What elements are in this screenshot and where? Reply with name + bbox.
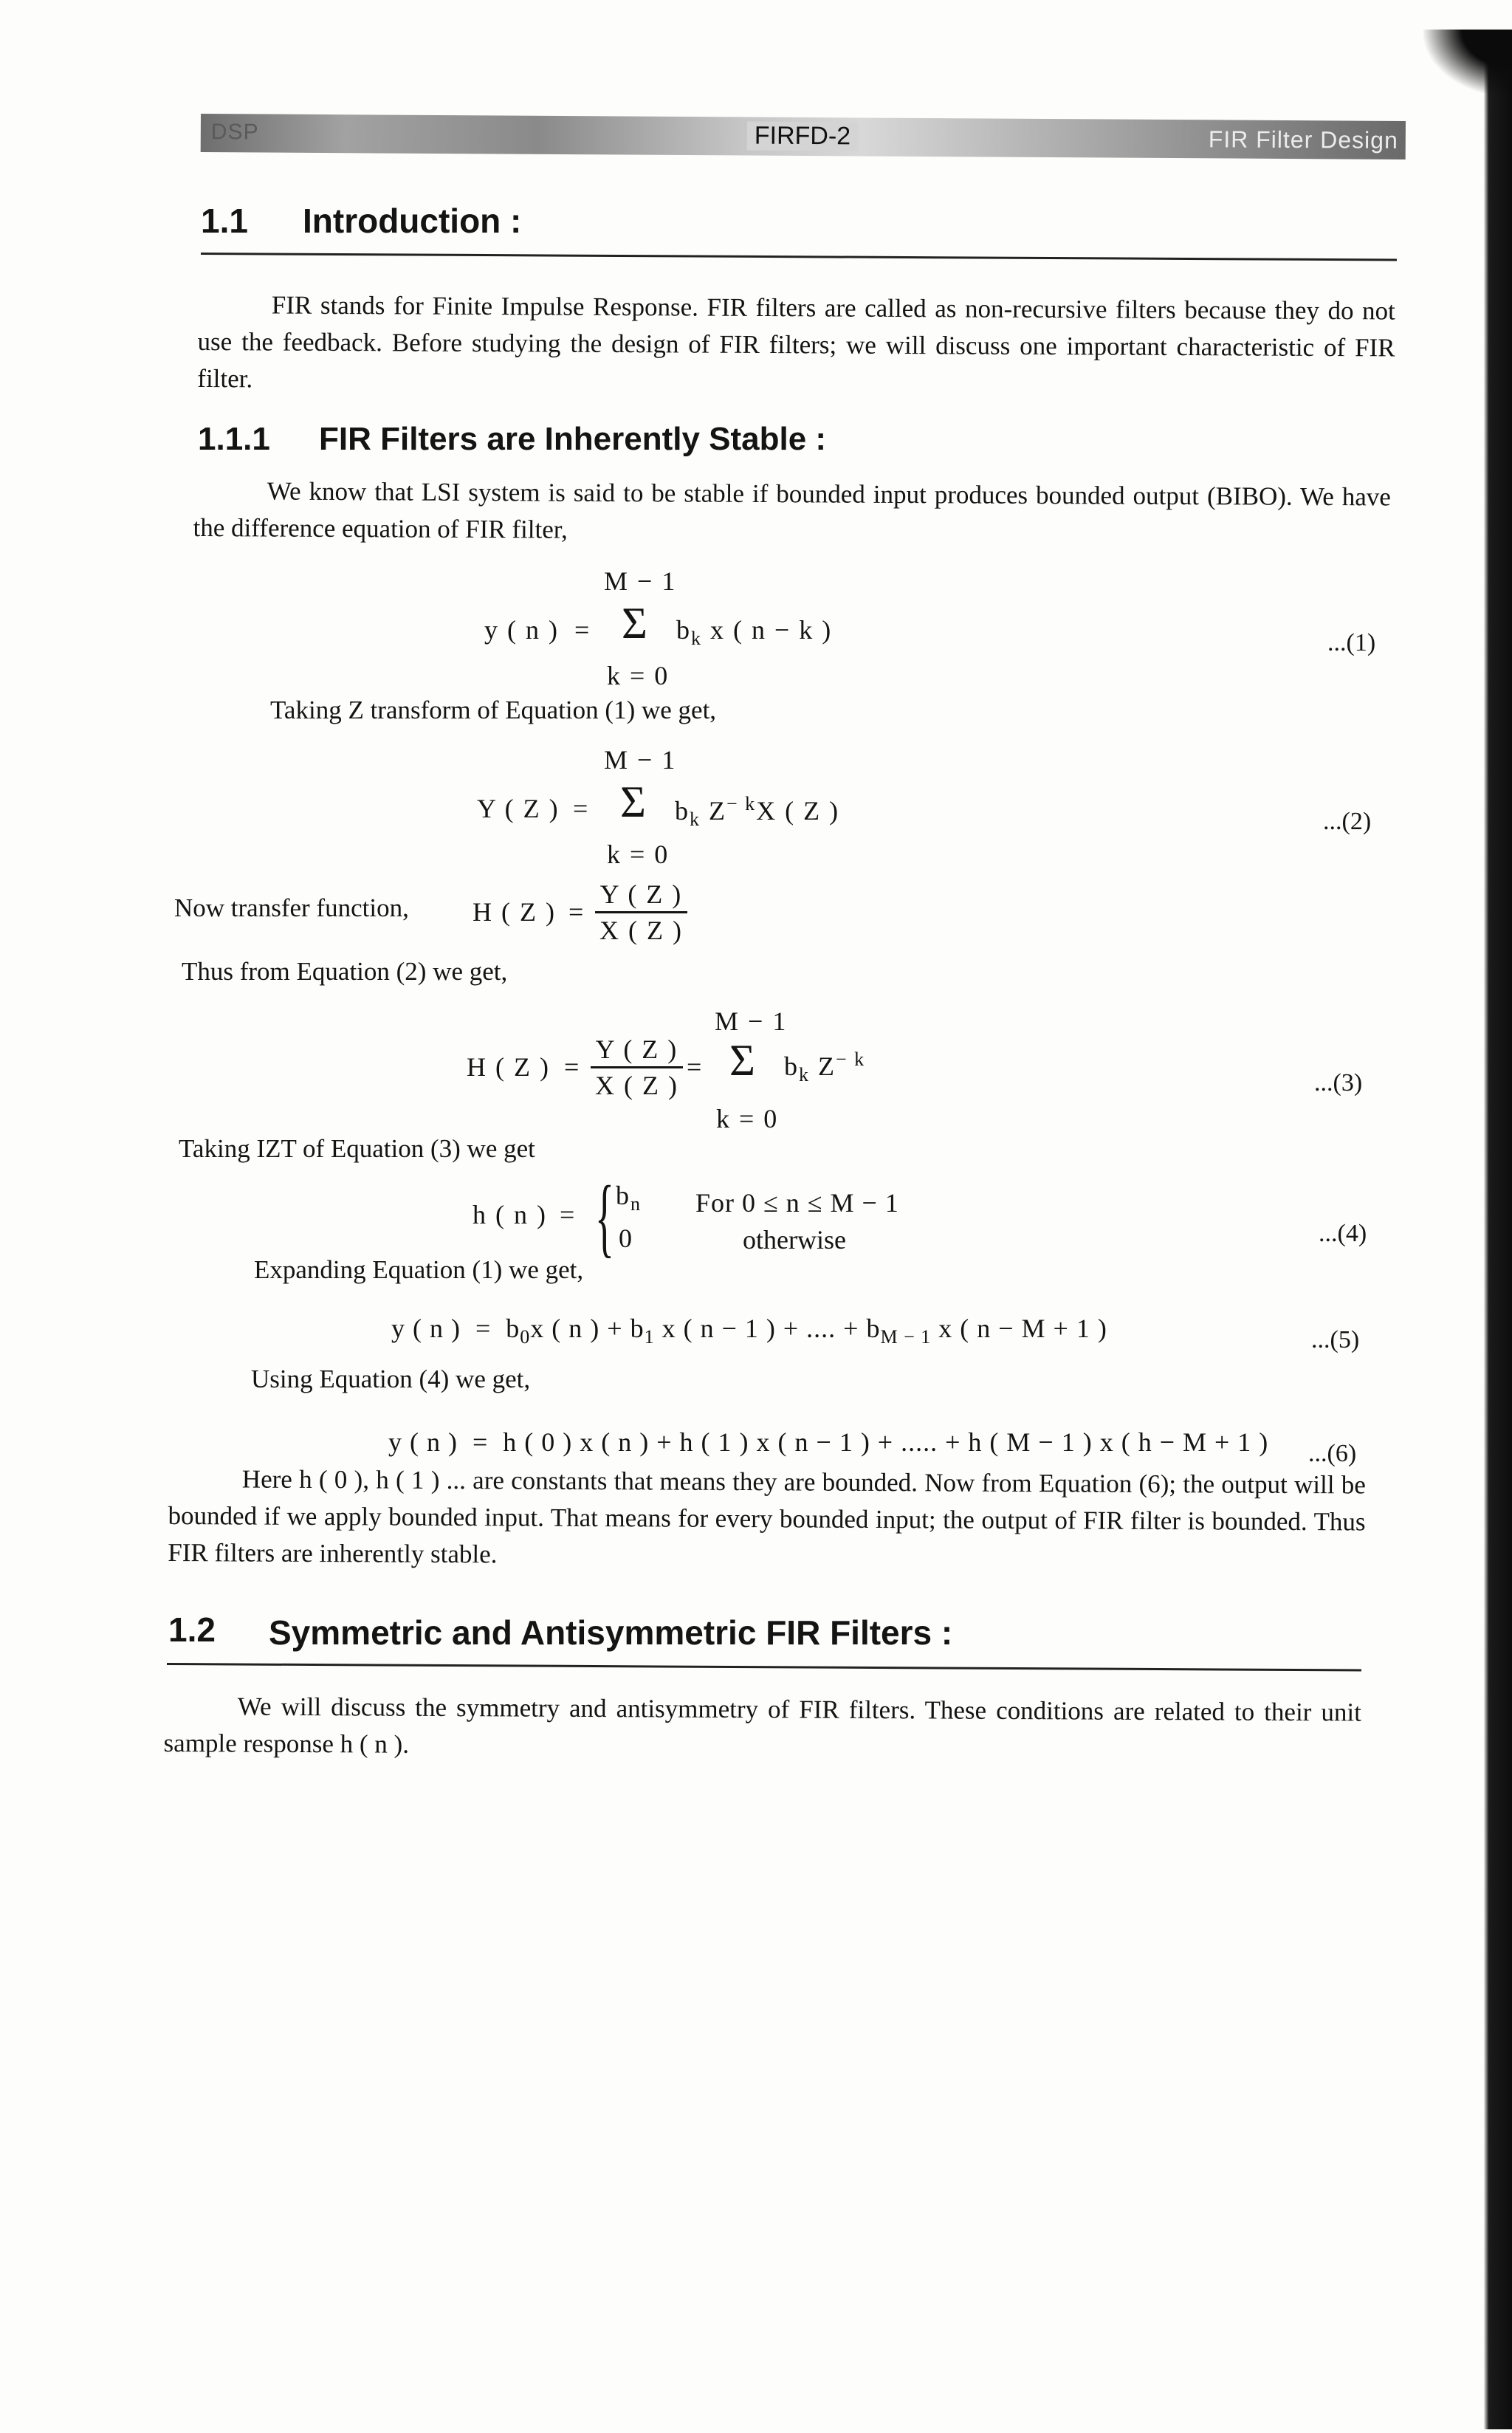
section-title-introduction: Introduction : <box>303 202 522 240</box>
now-transfer-function-text: Now transfer function, <box>174 893 409 922</box>
section-underline-1-2 <box>167 1663 1361 1671</box>
eq3-equals-2: = <box>687 1052 704 1082</box>
eq2-number: ...(2) <box>1323 808 1372 835</box>
section-title-symmetric-antisymmetric: Symmetric and Antisymmetric FIR Filters : <box>269 1613 953 1652</box>
eq3-sum-upper: M − 1 <box>715 1006 788 1036</box>
tf-lhs: H ( Z ) <box>472 897 556 927</box>
using-eq4-text: Using Equation (4) we get, <box>251 1365 531 1393</box>
eq3-number: ...(3) <box>1314 1069 1363 1097</box>
tf-fraction: $\frac{Y ( Z )}{X ( Z )}$ <box>595 879 687 946</box>
section-number-1-2: 1.2 <box>168 1610 216 1649</box>
eq2-sum-upper: M − 1 <box>604 745 677 775</box>
eq1-term: $b_k$ x ( n − k ) <box>676 615 833 650</box>
eq4-lhs: h ( n ) <box>472 1200 547 1229</box>
eq1-sum-lower: k = 0 <box>607 661 670 690</box>
header-page-id: FIRFD-2 <box>747 122 859 151</box>
symmetry-paragraph: We will discuss the symmetry and antisymmetry of FIR filters. These conditions are related to their unit sample response h ( n ). <box>163 1692 1361 1759</box>
header-chapter-title: FIR Filter Design <box>1208 126 1398 154</box>
eq2-term: $b_k$ $Z^{- k}X$ ( Z ) <box>675 793 840 831</box>
taking-izt-text: Taking IZT of Equation (3) we get <box>179 1134 535 1163</box>
tf-equals: = <box>568 897 585 927</box>
eq2-equals: = <box>573 794 590 823</box>
eq4-number: ...(4) <box>1319 1220 1367 1247</box>
eq4-case1-condition: For 0 ≤ n ≤ M − 1 <box>695 1188 899 1218</box>
eq2-summation: Σ <box>620 778 646 826</box>
eq4-case1-value: $b_n$ <box>616 1181 642 1215</box>
section-number-1-1-1: 1.1.1 <box>198 421 270 457</box>
eq6-number: ...(6) <box>1308 1440 1357 1467</box>
section-underline-1-1 <box>201 253 1397 261</box>
eq3-summation: Σ <box>729 1036 755 1085</box>
eq1-summation: Σ <box>622 599 647 648</box>
eq1-equals: = <box>574 615 591 645</box>
stable-paragraph: We know that LSI system is said to be stable if bounded input produces bounded output (BIBO). We have the difference equation of FIR filter, <box>193 476 1391 544</box>
section-number-1-1: 1.1 <box>201 202 248 240</box>
eq2-lhs: Y ( Z ) <box>477 794 560 823</box>
expanding-eq1-text: Expanding Equation (1) we get, <box>254 1255 584 1284</box>
eq4-equals: = <box>560 1200 577 1229</box>
eq1-lhs: y ( n ) <box>484 615 559 645</box>
header-left-tag: DSP <box>210 120 259 145</box>
eq3-fraction: $\frac{Y ( Z )}{X ( Z )}$ <box>591 1034 683 1101</box>
scan-corner-shadow <box>1423 30 1512 96</box>
eq3-lhs: H ( Z ) <box>467 1052 550 1082</box>
eq3-equals: = <box>564 1052 581 1082</box>
eq1-number: ...(1) <box>1327 629 1376 656</box>
taking-z-transform-text: Taking Z transform of Equation (1) we get, <box>270 696 717 724</box>
eq3-sum-lower: k = 0 <box>716 1104 779 1133</box>
eq5: y ( n ) = $b_0x$ ( n ) + $b_1$ x ( n − 1 ) + .... + $b_{M - 1}$ x ( n − M + 1 ) <box>391 1314 1107 1348</box>
eq1-sum-upper: M − 1 <box>604 566 677 596</box>
intro-paragraph: FIR stands for Finite Impulse Response. FIR filters are called as non-recursive filters because they do not use the feedback. Before studying the design of FIR filters; we will discuss one important characteristic of FIR filter. <box>197 290 1395 394</box>
page-header-band <box>201 114 1406 159</box>
eq4-left-brace: { <box>595 1167 614 1266</box>
eq5-number: ...(5) <box>1311 1326 1360 1353</box>
eq3-term: $b_k$ $Z^{- k}$ <box>784 1049 866 1086</box>
section-title-inherently-stable: FIR Filters are Inherently Stable : <box>319 421 827 457</box>
eq4-case2-condition: otherwise <box>743 1225 846 1255</box>
eq2-sum-lower: k = 0 <box>607 840 670 869</box>
eq6: y ( n ) = h ( 0 ) x ( n ) + h ( 1 ) x ( n − 1 ) + ..... + h ( M − 1 ) x ( h − M + 1 ) <box>388 1427 1269 1457</box>
here-constants-paragraph: Here h ( 0 ), h ( 1 ) ... are constants that means they are bounded. Now from Equation (6); the output will be bounded if we apply bounded input. That means for every bounded input; the output of FIR filter is bounded. Thus FIR filters are inherently stable. <box>168 1464 1366 1569</box>
scan-binding-edge <box>1460 30 1512 2429</box>
thus-from-eq2-text: Thus from Equation (2) we get, <box>182 957 508 986</box>
eq4-case2-value: 0 <box>619 1224 633 1253</box>
